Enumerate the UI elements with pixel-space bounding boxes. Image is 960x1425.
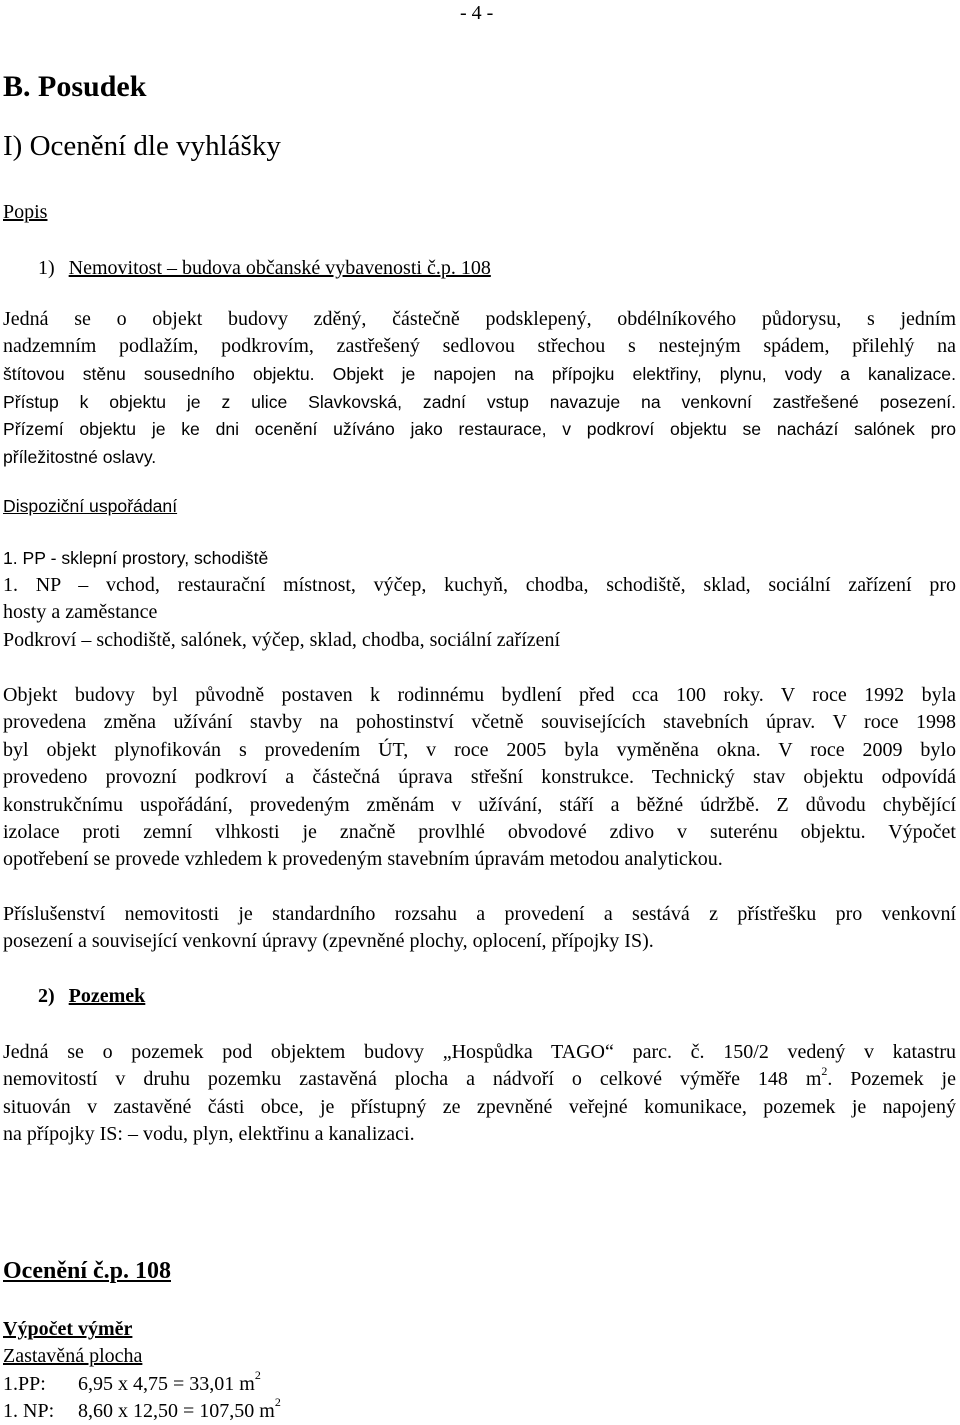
land-line: situován v zastavěné části obce, je přístupný ze zpevněné veřejné komunikace, pozemek je napojený bbox=[3, 1095, 956, 1118]
section-title: B. Posudek bbox=[3, 70, 147, 103]
area-formula: 6,95 x 4,75 = 33,01 m bbox=[78, 1373, 255, 1395]
land-line bbox=[3, 1063, 956, 1093]
land-line: na přípojky IS: – vodu, plyn, elektřinu a kanalizaci. bbox=[3, 1123, 415, 1146]
history-line: Objekt budovy byl původně postaven k rodinnému bydlení před cca 100 roky. V roce 1992 byla bbox=[3, 684, 956, 706]
history-paragraph bbox=[3, 682, 956, 874]
history-line: provedeno provozní podkroví a částečná úprava střešní konstrukce. Technický stav objektu odpovídá bbox=[3, 766, 956, 789]
land-line: Jedná se o pozemek pod objektem budovy „Hospůdka TAGO“ parc. č. 150/2 vedený v katastru bbox=[3, 1041, 956, 1063]
popis-heading: Popis bbox=[3, 201, 48, 223]
item1-number: 1) bbox=[38, 257, 55, 279]
land-paragraph bbox=[3, 1039, 956, 1149]
dispozice-heading: Dispoziční uspořádaní bbox=[3, 496, 178, 516]
history-line: izolace proti zemní vlhkosti je značně provlhlé obvodové zdivo v suterénu objektu. Výpočet bbox=[3, 821, 956, 844]
accessories-line: Příslušenství nemovitosti je standardního rozsahu a provedení a sestává z přístřešku pro venkovní bbox=[3, 903, 956, 925]
page-number: - 4 - bbox=[460, 2, 494, 24]
dispozice-item: hosty a zaměstance bbox=[3, 601, 158, 624]
land-area-exponent: 2 bbox=[821, 1063, 828, 1078]
description-line: Přízemí objektu je ke dni ocenění užíváno jako restaurace, v podkroví objektu se nachází salónek pro bbox=[3, 419, 956, 440]
dispozice-item: 1. NP – vchod, restaurační místnost, výčep, kuchyň, chodba, schodiště, sklad, sociální zařízení pro bbox=[3, 574, 956, 596]
built-area-heading: Zastavěná plocha bbox=[3, 1345, 143, 1367]
description-line: Jedná se o objekt budovy zděný, částečně podsklepený, obdélníkového půdorysu, s jedním bbox=[3, 308, 956, 330]
history-line: opotřebení se provede vzhledem k provedeným stavebním úpravám metodou analytickou. bbox=[3, 848, 723, 871]
dispozice-item: Podkroví – schodiště, salónek, výčep, sklad, chodba, sociální zařízení bbox=[3, 628, 561, 651]
history-line: konstrukčnímu uspořádání, provedeným změnám v užívání, stáří a běžné údržbě. Z důvodu chybějící bbox=[3, 793, 956, 816]
accessories-paragraph bbox=[3, 901, 956, 956]
area-label: 1. NP: bbox=[3, 1400, 55, 1422]
item1-heading bbox=[38, 257, 491, 280]
item2-title: Pozemek bbox=[68, 985, 146, 1007]
history-line: byl objekt plynofikován s provedením ÚT, v roce 2005 byla vyměněna okna. V roce 2009 bylo bbox=[3, 738, 956, 761]
description-paragraph bbox=[3, 306, 956, 361]
description-paragraph-sans bbox=[3, 361, 956, 471]
accessories-line: posezení a související venkovní úpravy (zpevněné plochy, oplocení, přípojky IS). bbox=[3, 930, 654, 953]
land-line-text: nemovitostí v druhu pozemku zastavěná plocha a nádvoří o celkové výměře 148 m bbox=[3, 1068, 822, 1091]
description-line: Přístup k objektu je z ulice Slavkovská, zadní vstup navazuje na venkovní zastřešené posezení. bbox=[3, 391, 956, 412]
description-line: štítovou stěnu sousedního objektu. Objekt je napojen na přípojku elektřiny, plynu, vody a kanalizace. bbox=[3, 364, 956, 384]
area-row bbox=[3, 1395, 281, 1423]
description-line: příležitostné oslavy. bbox=[3, 446, 157, 467]
area-row bbox=[3, 1368, 261, 1396]
dispozice-list bbox=[3, 572, 956, 654]
item2-number: 2) bbox=[38, 985, 55, 1007]
calc-heading: Výpočet výměr bbox=[3, 1318, 133, 1340]
description-line: nadzemním podlažím, podkrovím, zastřešený sedlovou střechou s nestejným spádem, přilehlý na bbox=[3, 335, 956, 358]
dispozice-item: 1. PP - sklepní prostory, schodiště bbox=[3, 548, 269, 568]
item2-heading bbox=[38, 985, 145, 1008]
area-unit-exponent: 2 bbox=[254, 1368, 261, 1383]
item1-title: Nemovitost – budova občanské vybavenosti č.p. 108 bbox=[68, 257, 491, 279]
area-unit-exponent: 2 bbox=[274, 1395, 281, 1410]
land-line-text: . Pozemek je bbox=[827, 1068, 956, 1091]
history-line: provedena změna užívání stavby na pohostinství včetně souvisejících stavebních úprav. V roce 1998 bbox=[3, 711, 956, 734]
subsection-title: I) Ocenění dle vyhlášky bbox=[3, 130, 281, 162]
valuation-heading: Ocenění č.p. 108 bbox=[3, 1258, 171, 1284]
area-formula: 8,60 x 12,50 = 107,50 m bbox=[78, 1400, 275, 1422]
area-label: 1.PP: bbox=[3, 1373, 46, 1395]
